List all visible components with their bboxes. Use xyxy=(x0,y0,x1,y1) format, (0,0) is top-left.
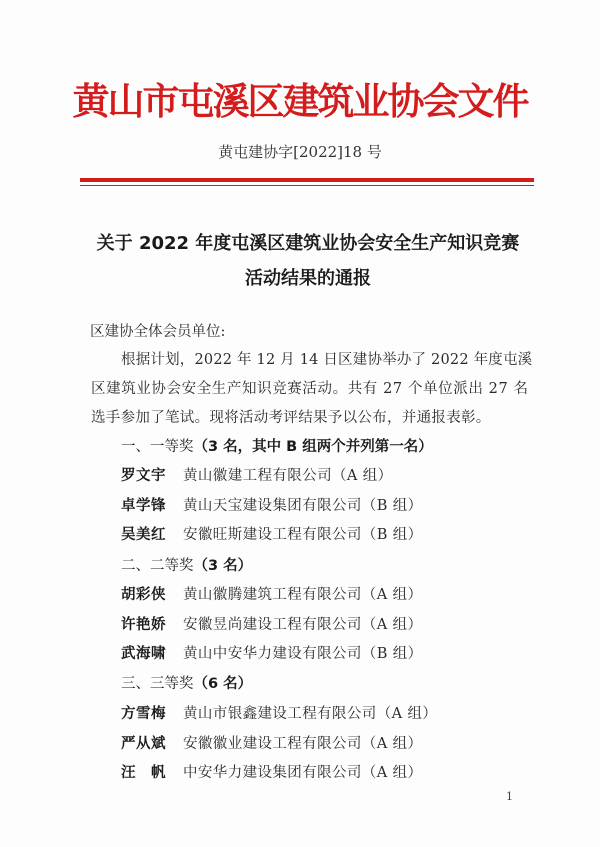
winner-organization: 黄山徽腾建筑工程有限公司（A 组） xyxy=(183,587,423,603)
winner-organization: 黄山徽建工程有限公司（A 组） xyxy=(183,468,393,484)
award-heading-second xyxy=(121,555,252,577)
winner-row xyxy=(121,762,422,784)
paragraph-line-2: 区建筑业协会安全生产知识竞赛活动。共有 27 个单位派出 27 名 xyxy=(91,381,529,397)
award-heading-label: 二、二等奖 xyxy=(121,558,194,574)
award-heading-label: 三、三等奖 xyxy=(121,676,194,692)
winner-row xyxy=(121,733,422,755)
winner-row xyxy=(121,643,423,665)
winner-row xyxy=(121,614,422,636)
winner-name: 罗文宇 xyxy=(121,468,166,484)
salutation: 区建协全体会员单位: xyxy=(90,324,226,340)
document-number: 黄屯建协字[2022]18 号 xyxy=(218,143,382,161)
award-heading-label: 一、一等奖 xyxy=(121,439,194,455)
winner-name: 卓学锋 xyxy=(121,498,166,514)
winner-organization: 黄山市银鑫建设工程有限公司（A 组） xyxy=(183,706,438,722)
paragraph-line-3: 选手参加了笔试。现将活动考评结果予以公布，并通报表彰。 xyxy=(91,410,491,426)
winner-name: 胡彩侠 xyxy=(121,587,166,603)
page-number: 1 xyxy=(506,790,513,803)
winner-row xyxy=(121,465,393,487)
winner-organization: 安徽昱尚建设工程有限公司（A 组） xyxy=(183,617,423,633)
paragraph-line-1: 根据计划，2022 年 12 月 14 日区建协举办了 2022 年度屯溪 xyxy=(121,352,533,368)
award-heading-note: （3 名） xyxy=(193,558,253,574)
award-heading-note: （6 名） xyxy=(193,676,253,692)
red-rule-thin xyxy=(80,185,534,186)
winner-name: 方雪梅 xyxy=(121,706,166,722)
winner-organization: 黄山中安华力建设有限公司（B 组） xyxy=(183,646,423,662)
winner-name: 吴美红 xyxy=(121,527,166,543)
notice-title-line-2: 活动结果的通报 xyxy=(245,268,371,289)
winner-name: 汪 帆 xyxy=(121,765,166,781)
winner-name: 许艳娇 xyxy=(121,617,166,633)
award-heading-note: （3 名，其中 B 组两个并列第一名） xyxy=(193,439,433,455)
red-rule-thick xyxy=(80,178,534,182)
notice-title-line-1: 关于 2022 年度屯溪区建筑业协会安全生产知识竞赛 xyxy=(96,233,520,254)
winner-name: 武海啸 xyxy=(121,646,166,662)
winner-organization: 安徽旺斯建设工程有限公司（B 组） xyxy=(183,527,423,543)
winner-organization: 黄山天宝建设集团有限公司（B 组） xyxy=(183,498,423,514)
winner-organization: 中安华力建设集团有限公司（A 组） xyxy=(183,765,423,781)
winner-row xyxy=(121,524,423,546)
winner-name: 严从斌 xyxy=(121,736,166,752)
winner-row xyxy=(121,703,437,725)
winner-row xyxy=(121,584,422,606)
masthead-title: 黄山市屯溪区建筑业协会文件 xyxy=(72,80,528,123)
winner-row xyxy=(121,495,423,517)
award-heading-third xyxy=(121,673,252,695)
award-heading-first xyxy=(121,436,433,458)
winner-organization: 安徽徽业建设工程有限公司（A 组） xyxy=(183,736,423,752)
